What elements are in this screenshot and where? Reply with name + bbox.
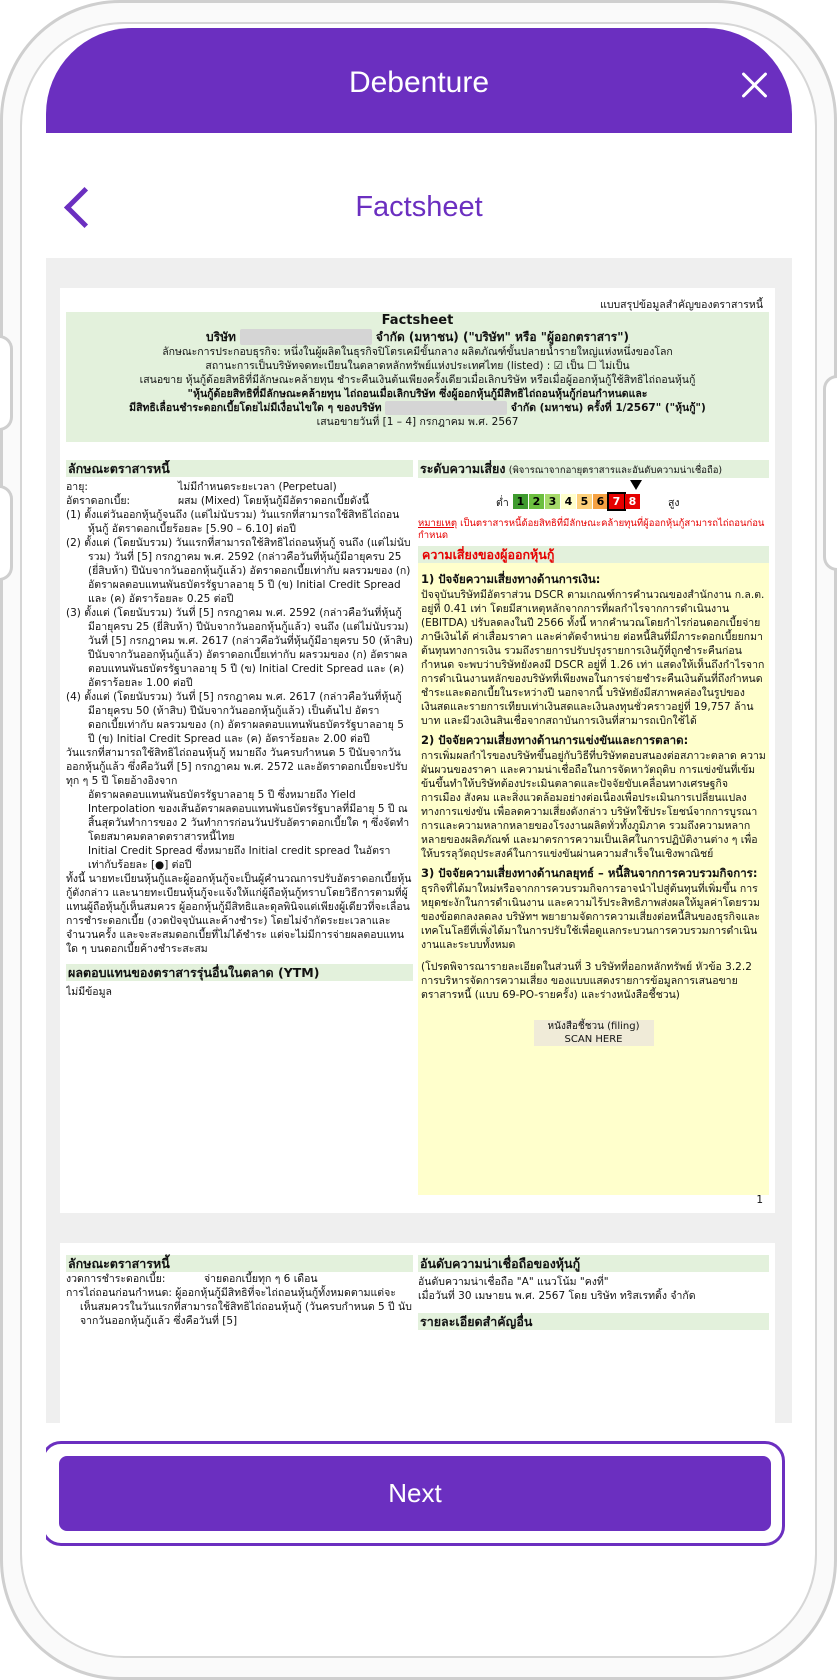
risk-level-3: 3: [545, 494, 560, 509]
rate-step-1: (1) ตั้งแต่วันออกหุ้นกู้จนถึง (แต่ไม่นับรวม) วันแรกที่สามารถใช้สิทธิไถ่ถอนหุ้นกู้ อัตราดอกเบี้ยร้อยละ [5.90 – 6.10] ต่อปี: [66, 509, 400, 535]
credit-rating-date: เมื่อวันที่ 30 เมษายน พ.ศ. 2567 โดย บริษัท ทริสเรทติ้ง จำกัด: [418, 1290, 696, 1302]
risk-level-note: (พิจารณาจากอายุตราสารและอันดับความน่าเชื่อถือ): [508, 465, 723, 476]
company-prefix: บริษัท: [206, 330, 236, 344]
risk-remark-label: หมายเหตุ: [418, 518, 458, 529]
closing-text: ทั้งนี้ นายทะเบียนหุ้นกู้และผู้ออกหุ้นกู้จะเป็นผู้คำนวณการปรับอัตราดอกเบี้ยหุ้นกู้ดังกล่าว และนายทะเบียนหุ้นกู้จะแจ้งให้แก่ผู้ถือหุ้นกู้ทราบโดยวิธีการตามที่ผู้แทนผู้ถือหุ้นกู้เห็นสมควร ผู้ออกหุ้นกู้มีสิทธิและดุลพินิจแต่เพียงผู้เดียวที่จะเลื่อนการชำระดอกเบี้ย (งวดปัจจุบันและค้างชำระ) โดยไม่จำกัดระยะเวลาและจำนวนครั้ง และจะสะสมดอกเบี้ยที่ไม่ได้ชำระ แต่จะไม่มีการจ่ายผลตอบแทนใด ๆ บนดอกเบี้ยค้างชำระสะสม: [66, 873, 412, 955]
competition-risk-title: 2) ปัจจัยความเสี่ยงทางด้านการแข่งขันและการตลาด:: [421, 733, 689, 747]
next-button-label: Next: [388, 1478, 442, 1508]
offer-line: เสนอขาย หุ้นกู้ด้อยสิทธิที่มีลักษณะคล้ายทุน ชำระคืนเงินต้นเพียงครั้งเดียวเมื่อเลิกบริษัท หรือเมื่อผู้ออกหุ้นกู้ใช้สิทธิไถ่ถอนหุ้นกู้: [139, 374, 696, 386]
factsheet-heading: Factsheet: [381, 313, 454, 328]
risk-scale: [418, 478, 769, 518]
early-redemption-row: [66, 1286, 413, 1328]
risk-level-6: 6: [593, 494, 608, 509]
footer-bar: [46, 1423, 792, 1652]
filing-label: หนังสือชี้ชวน (filing): [547, 1021, 640, 1032]
rate-label: อัตราดอกเบี้ย:: [66, 495, 131, 507]
interest-period-value: จ่ายดอกเบี้ยทุก ๆ 6 เดือน: [204, 1273, 318, 1285]
app-screen: [46, 28, 792, 1652]
risk-column: [418, 460, 769, 1195]
bond-name-2a: มีสิทธิเลื่อนชำระดอกเบี้ยโดยไม่มีเงื่อนไขใด ๆ ของบริษัท: [129, 402, 382, 414]
close-icon[interactable]: [738, 68, 772, 102]
risk-level-7: 7: [609, 494, 624, 509]
company-suffix: จำกัด (มหาชน) ("บริษัท" หรือ "ผู้ออกตราสาร"): [375, 330, 629, 344]
early-redemption-value: ผู้ออกหุ้นกู้มีสิทธิที่จะไถ่ถอนหุ้นกู้ทั้งหมดตามแต่จะเห็นสมควรในวันแรกที่สามารถใช้สิทธิไถ่ถอนหุ้นกู้ (วันครบกำหนด 5 ปี นับจากวันออกหุ้นกู้แล้ว ซึ่งคือวันที่ [5]: [80, 1287, 412, 1327]
issuer-risk-box: [418, 546, 769, 1195]
bond-name-line-2: [66, 401, 769, 415]
rate-step-4: (4) ตั้งแต่ (โดยนับรวม) วันที่ [5] กรกฎาคม พ.ศ. 2617 (กล่าวคือวันที่หุ้นกู้มีอายุครบ 50 (ห้าสิบ) ปีนับจากวันออกหุ้นกู้แล้ว) เป็นต้นไป อัตราดอกเบี้ยเท่ากับ ผลรวมของ (ก) อัตราผลตอบแทนพันธบัตรรัฐบาลอายุ 5 ปี (ข) Initial Credit Spread และ (ค) อัตราร้อยละ 2.00 ต่อปี: [66, 691, 404, 745]
reset-bullet-2: Initial Credit Spread ซึ่งหมายถึง Initial credit spread ในอัตราเท่ากับร้อยละ [●] ต่อปี: [88, 845, 391, 871]
rate-step-2: (2) ตั้งแต่ (โดยนับรวม) วันแรกที่สามารถใช้สิทธิไถ่ถอนหุ้นกู้ จนถึง (แต่ไม่นับรวม) วันที่ [5] กรกฎาคม พ.ศ. 2592 (กล่าวคือวันที่หุ้นกู้มีอายุครบ 25 (ยี่สิบห้า) ปีนับจากวันออกหุ้นกู้แล้ว) อัตราดอกเบี้ยเท่ากับ ผลรวมของ (ก) อัตราผลตอบแทนพันธบัตรรัฐบาลอายุ 5 ปี (ข) Initial Credit Spread และ (ค) อัตราร้อยละ 0.25 ต่อปี: [66, 537, 411, 605]
reset-bullet-1: อัตราผลตอบแทนพันธบัตรรัฐบาลอายุ 5 ปี ซึ่งหมายถึง Yield Interpolation ของเส้นอัตราผลตอบแทนพันธบัตรรัฐบาลที่มีอายุ 5 ปี ณ สิ้นสุดวันทำการของ 2 วันทำการก่อนวันปรับอัตราดอกเบี้ยใด ๆ ซึ่งจัดทำโดยสมาคมตลาดตราสารหนี้ไทย: [88, 789, 410, 843]
page2-right-column: [418, 1255, 769, 1330]
redacted-company-name: [240, 329, 372, 345]
risk-remark-text: เป็นตราสารหนี้ด้อยสิทธิที่มีลักษณะคล้ายทุนที่ผู้ออกหุ้นกู้สามารถไถ่ถอนก่อนกำหนด: [418, 518, 765, 541]
other-details-heading: รายละเอียดสำคัญอื่น: [418, 1313, 769, 1330]
filing-qr-label[interactable]: [534, 1020, 654, 1046]
offer-date: เสนอขายวันที่ [1 – 4] กรกฎาคม พ.ศ. 2567: [316, 416, 519, 428]
rate-row: [66, 494, 413, 508]
summary-label: แบบสรุปข้อมูลสำคัญของตราสารหนี้: [600, 299, 763, 311]
tenor-label: อายุ:: [66, 481, 88, 493]
side-button-left: [0, 335, 13, 431]
page-title: Factsheet: [355, 191, 483, 223]
triangle-down-icon: [630, 480, 642, 490]
page2-left-heading: ลักษณะตราสารหนี้: [66, 1255, 413, 1272]
risk-level-heading-row: [418, 460, 769, 478]
ytm-value: ไม่มีข้อมูล: [66, 986, 112, 998]
competition-risk-body: การเพิ่มผลกำไรของบริษัทขึ้นอยู่กับวิธีที่บริษัทตอบสนองต่อสภาวะตลาด ความผันผวนของราคา และความน่าเชื่อถือในการจัดหาวัตถุดิบ การแข่งขันที่เข้มข้นขึ้นทำให้บริษัทต้องประเมินตลาดและปัจจัยขับเคลื่อนทางเศรษฐกิจ การเมือง สังคม และสิ่งแวดล้อมอย่างต่อเนื่องเพื่อประเมินการเปลี่ยนแปลงทางการแข่งขัน เพื่อลดความเสี่ยงดังกล่าว บริษัทใช้ประโยชน์จากการบูรณาการและความหลากหลายของโรงงานผลิตทั่วทั้งภูมิภาค รวมถึงความหลากหลายของผลิตภัณฑ์ และมาตรการความเป็นเลิศในการปฏิบัติงานต่าง ๆ เพื่อให้บรรลุวัตถุประสงค์ในการแข่งขันผ่านความสำเร็จในเชิงพาณิชย์: [421, 750, 766, 860]
risk-level-8: 8: [625, 494, 640, 509]
risk-level-1: 1: [513, 494, 528, 509]
rate-step-3: (3) ตั้งแต่ (โดยนับรวม) วันที่ [5] กรกฎาคม พ.ศ. 2592 (กล่าวคือวันที่หุ้นกู้มีอายุครบ 25 (ยี่สิบห้า) ปีนับจากวันออกหุ้นกู้แล้ว) จนถึง (แต่ไม่นับรวม) วันที่ [5] กรกฎาคม พ.ศ. 2617 (กล่าวคือวันที่หุ้นกู้มีอายุครบ 50 (ห้าสิบ) ปีนับจากวันออกหุ้นกู้แล้ว) อัตราดอกเบี้ยเท่ากับ ผลรวมของ (ก) อัตราผลตอบแทนพันธบัตรรัฐบาลอายุ 5 ปี (ข) Initial Credit Spread และ (ค) อัตราร้อยละ 1.00 ต่อปี: [66, 607, 413, 689]
company-line: [66, 329, 769, 345]
business-line: ลักษณะการประกอบธุรกิจ: หนึ่งในผู้ผลิตในธุรกิจปิโตรเคมีขั้นกลาง ผลิตภัณฑ์ขั้นปลายน้ำรายใหญ่แห่งหนึ่งของโลก: [162, 346, 673, 358]
strategic-risk-body: ธุรกิจที่ได้มาใหม่หรือจากการควบรวมกิจการอาจนำไปสู่ต้นทุนที่เพิ่มขึ้น การหยุดชะงักในการดำเนินงาน และความไร้ประสิทธิภาพส่งผลให้มูลค่าโดยรวมของข้อตกลงลดลง บริษัทฯ พยายามจัดการความเสี่ยงต่อหนี้สินของธุรกิจและเทคโนโลยีที่เพิ่งได้มาในการปรับใช้เพื่อดูแลกระบวนการควบรวมการดำเนินงานและระบบทั้งหมด: [421, 883, 761, 951]
financial-risk-body: ปัจจุบันบริษัทมีอัตราส่วน DSCR ตามเกณฑ์การคำนวณของสำนักงาน ก.ล.ต. อยู่ที่ 0.41 เท่า โดยมีสาเหตุหลักจากการที่ผลกำไรจากการดำเนินงาน (EBITDA) ปรับลดลงในปี 2566 ทั้งนี้ หากคำนวณโดยกำไรก่อนดอกเบี้ยจ่าย ภาษีเงินได้ ค่าเสื่อมราคา และค่าตัดจำหน่าย ต่อหนี้สินที่มีภาระดอกเบี้ยยกมา ต้นทุนทางการเงิน รวมถึงรายการปรับปรุงรายการเงินกู้ที่ถูกชำระคืนก่อนกำหนด จะพบว่าบริษัทยังคงมี DSCR อยู่ที่ 1.26 เท่า แสดงให้เห็นถึงกำไรจากการดำเนินงานหลักของบริษัทที่เพียงพอในการจ่ายชำระคืนเงินต้นที่ถึงกำหนดชำระและดอกเบี้ยในระหว่างปี นอกจากนี้ บริษัทยังมีสภาพคล่องในรูปของเงินสดและรายการเทียบเท่าเงินสดและเงินลงทุนชั่วคราวอยู่ที่ 19,757 ล้านบาท และมีวงเงินสินเชื่อจากสถาบันการเงินที่สามารถเบิกใช้ได้: [421, 589, 765, 727]
risk-level-2: 2: [529, 494, 544, 509]
redacted-company-name-2: [385, 401, 507, 415]
issuer-risk-heading: ความเสี่ยงของผู้ออกหุ้นกู้: [418, 546, 769, 563]
ytm-heading: ผลตอบแทนของตราสารรุ่นอื่นในตลาด (YTM): [66, 964, 413, 981]
first-call-text: วันแรกที่สามารถใช้สิทธิไถ่ถอนหุ้นกู้ หมายถึง วันครบกำหนด 5 ปีนับจากวันออกหุ้นกู้แล้ว ซึ่งคือวันที่ [5] กรกฎาคม พ.ศ. 2572 และอัตราดอกเบี้ยจะปรับทุก ๆ 5 ปี โดยอ้างอิงจาก: [66, 747, 408, 787]
interest-period-label: งวดการชำระดอกเบี้ย:: [66, 1273, 166, 1285]
risk-level-heading: ระดับความเสี่ยง: [420, 461, 506, 476]
bond-name-2b: จำกัด (มหาชน) ครั้งที่ 1/2567" ("หุ้นกู้"): [510, 402, 706, 414]
tenor-row: [66, 480, 413, 494]
early-redemption-label: การไถ่ถอนก่อนกำหนด:: [66, 1287, 172, 1299]
scan-here-label: SCAN HERE: [564, 1034, 623, 1045]
tenor-value: ไม่มีกำหนดระยะเวลา (Perpetual): [178, 481, 337, 493]
risk-level-4: 4: [561, 494, 576, 509]
page-header: [46, 133, 792, 258]
risk-reference-note: (โปรดพิจารณารายละเอียดในส่วนที่ 3 บริษัทที่ออกหลักทรัพย์ หัวข้อ 3.2.2 การบริหารจัดการความเสี่ยง ของแบบแสดงรายการข้อมูลการเสนอขายตราสารหนี้ (แบบ 69-PO-รายครั้ง) และร่างหนังสือชี้ชวน): [421, 961, 752, 1001]
risk-level-5: 5: [577, 494, 592, 509]
bond-features-column: [66, 460, 413, 1210]
side-button-right: [823, 375, 837, 571]
interest-period-row: [66, 1272, 413, 1286]
app-title: Debenture: [348, 66, 490, 99]
strategic-risk-title: 3) ปัจจัยความเสี่ยงทางด้านกลยุทธ์ – หนี้สินจากการควบรวมกิจการ:: [421, 866, 758, 880]
risk-scale-cells: [513, 494, 641, 509]
bond-name-line-1: "หุ้นกู้ด้อยสิทธิที่มีลักษณะคล้ายทุน ไถ่ถอนเมื่อเลิกบริษัท ซึ่งผู้ออกหุ้นกู้มีสิทธิไถ่ถอนหุ้นกู้ก่อนกำหนดและ: [187, 388, 648, 400]
next-button[interactable]: [59, 1456, 771, 1531]
page-number: 1: [756, 1194, 763, 1206]
credit-rating-value: อันดับความน่าเชื่อถือ "A" แนวโน้ม "คงที่": [418, 1276, 609, 1288]
page2-left-column: [66, 1255, 413, 1328]
risk-high-label: สูง: [668, 497, 680, 509]
side-button-left-2: [0, 485, 13, 581]
factsheet-page-2: [60, 1243, 775, 1423]
risk-remark: [418, 518, 769, 542]
factsheet-page-1: [60, 288, 775, 1213]
listed-line: สถานะการเป็นบริษัทจดทะเบียนในตลาดหลักทรัพย์แห่งประเทศไทย (listed) : ☑ เป็น ☐ ไม่เป็น: [205, 360, 630, 372]
top-bar: [46, 28, 792, 133]
credit-rating-heading: อันดับความน่าเชื่อถือของหุ้นกู้: [418, 1255, 769, 1272]
factsheet-header: [66, 312, 769, 442]
document-viewer[interactable]: [46, 258, 792, 1423]
risk-low-label: ต่ำ: [496, 497, 509, 509]
bond-features-heading: ลักษณะตราสารหนี้: [66, 460, 413, 477]
rate-value: ผสม (Mixed) โดยหุ้นกู้มีอัตราดอกเบี้ยดังนี้: [178, 495, 370, 507]
financial-risk-title: 1) ปัจจัยความเสี่ยงทางด้านการเงิน:: [421, 572, 601, 586]
